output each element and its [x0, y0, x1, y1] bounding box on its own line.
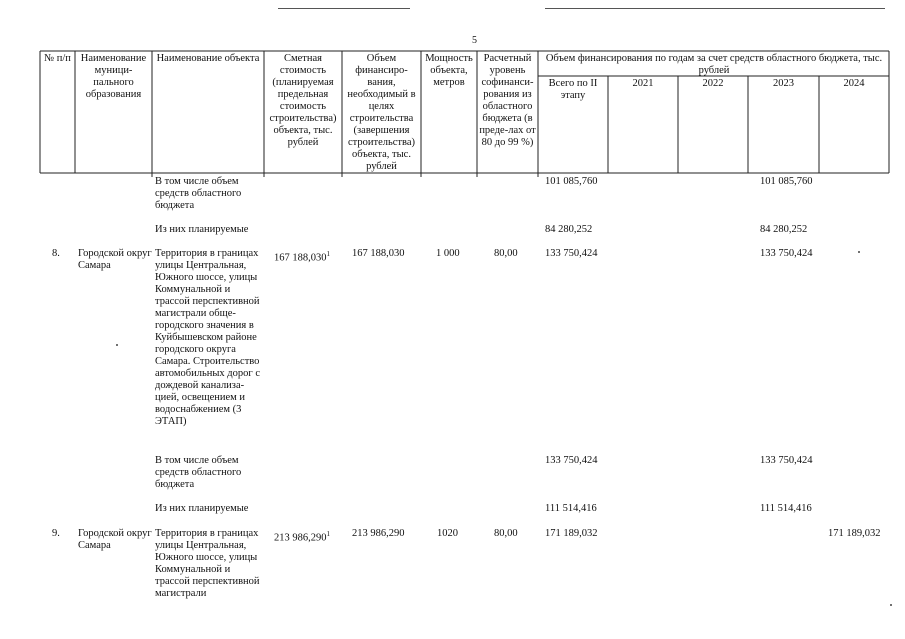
row-number: 9. — [52, 528, 60, 539]
row-capacity: 1 000 — [436, 248, 460, 259]
header-cofinancing-level: Расчетный уровень софинанси-рования из областного бюджета (в преде-лах от 80 до 99 %) — [479, 53, 536, 148]
header-year-2021: 2021 — [632, 78, 654, 89]
header-year-2023: 2023 — [773, 78, 794, 89]
row-total-value: 133 750,424 — [545, 248, 598, 259]
row-total-value: 84 280,252 — [545, 224, 593, 235]
row-municipality: Городской округ Самара — [78, 248, 152, 271]
row-financing-volume: 213 986,290 — [352, 528, 405, 539]
row-estimate-cost: 167 188,030$^1$ — [274, 250, 330, 264]
row-2024-value: 171 189,032 — [828, 528, 881, 539]
row-total-value: 101 085,760 — [545, 176, 598, 187]
row-total-value: 111 514,416 — [545, 503, 597, 514]
row-total-value: 171 189,032 — [545, 528, 598, 539]
scan-speck — [890, 604, 892, 606]
row-object-subtotal: В том числе объем средств областного бюджета — [155, 455, 242, 490]
scan-speck — [116, 344, 118, 346]
row-cofinancing-level: 80,00 — [494, 248, 518, 259]
header-object-name: Наименование объекта — [156, 53, 260, 64]
row-object-description: Территория в границах улицы Центральная, Южного шоссе, улицы Коммунальной и трассой перспективной магистрали — [155, 528, 260, 599]
row-object-planned: Из них планируемые — [155, 224, 249, 235]
row-object-subtotal: В том числе объем средств областного бюджета — [155, 176, 242, 211]
header-years-group: Объем финансирования по годам за счет средств областного бюджета, тыс. рублей — [545, 53, 883, 76]
header-capacity: Мощность объекта, метров — [425, 53, 473, 88]
header-year-2022: 2022 — [702, 78, 724, 89]
row-object-planned: Из них планируемые — [155, 503, 249, 514]
row-object-description: Территория в границах улицы Центральная, Южного шоссе, улицы Коммунальной и трассой перспективной магистрали обще-городского значения в Куйбышевском районе городского округа Самара. Строительство автомобильных дорог с дождевой канализа-цией, освещением и водоснабжением (3 ЭТАП) — [155, 248, 260, 427]
row-total-value: 133 750,424 — [545, 455, 598, 466]
row-2023-value: 84 280,252 — [760, 224, 808, 235]
row-2023-value: 133 750,424 — [760, 248, 813, 259]
row-2023-value: 101 085,760 — [760, 176, 813, 187]
header-financing-volume: Объем финансиро-вания, необходимый в целях строительства (завершения строительства) объекта, тыс. рублей — [347, 53, 416, 172]
row-2023-value: 111 514,416 — [760, 503, 812, 514]
row-estimate-cost: 213 986,290$^1$ — [274, 530, 330, 544]
scan-speck — [858, 251, 860, 253]
footnote-mark: 1 — [326, 530, 330, 538]
row-financing-volume: 167 188,030 — [352, 248, 405, 259]
header-year-2024: 2024 — [843, 78, 865, 89]
header-total-stage-2: Всего по II этапу — [548, 78, 598, 101]
header-number: № п/п — [44, 53, 71, 64]
row-2023-value: 133 750,424 — [760, 455, 813, 466]
row-municipality: Городской округ Самара — [78, 528, 152, 551]
row-capacity: 1020 — [437, 528, 458, 539]
footnote-mark: 1 — [326, 250, 330, 258]
row-cofinancing-level: 80,00 — [494, 528, 518, 539]
header-municipality: Наименование муници-пального образования — [80, 53, 147, 100]
row-number: 8. — [52, 248, 60, 259]
page-number: 5 — [472, 35, 477, 46]
header-estimate-cost: Сметная стоимость (планируемая предельная стоимость строительства) объекта, тыс. рублей — [269, 53, 337, 148]
